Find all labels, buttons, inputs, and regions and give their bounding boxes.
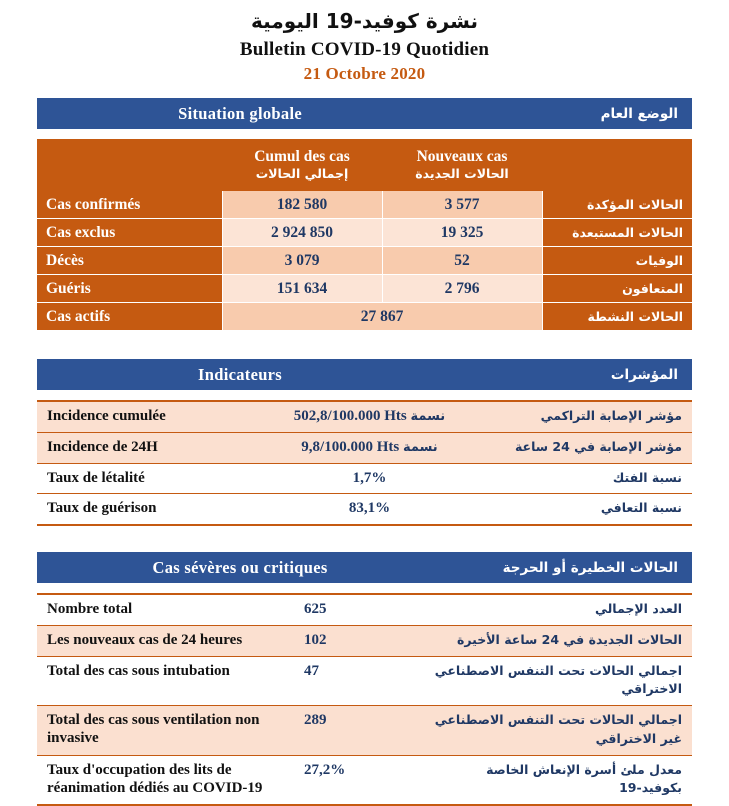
- table-row: [37, 401, 692, 432]
- header-nouveaux-fr: Nouveaux cas: [416, 147, 508, 165]
- row-value-cumul-gueris: 151 634: [222, 275, 382, 303]
- cas-severes-table: [37, 593, 692, 806]
- cas-severes-title-ar: الحالات الخطيرة أو الحرجة: [502, 559, 678, 576]
- indicator-value-taux-letalite: 1,7%: [262, 463, 477, 494]
- header-cumul-fr: Cumul des cas: [254, 147, 350, 165]
- indicator-label-ar-incidence-cumulee: مؤشر الإصابة التراكمي: [477, 401, 692, 432]
- indicator-value-taux-guerison: 83,1%: [262, 494, 477, 525]
- table-row: [37, 755, 692, 805]
- header-cell-empty-right: [542, 139, 692, 191]
- situation-globale-title-ar: الوضع العام: [600, 105, 678, 122]
- indicator-label-fr-taux-guerison: Taux de guérison: [37, 494, 262, 525]
- table-header-row: [37, 139, 692, 191]
- row-value-nouveaux-deces: 52: [382, 247, 542, 275]
- row-value-cumul-cas-exclus: 2 924 850: [222, 219, 382, 247]
- table-row: [37, 594, 692, 625]
- severe-value-nombre-total: 625: [302, 594, 422, 625]
- table-row: [37, 706, 692, 756]
- row-label-ar-cas-actifs: الحالات النشطة: [542, 303, 692, 331]
- row-value-nouveaux-cas-confirmes: 3 577: [382, 191, 542, 219]
- indicator-label-ar-taux-guerison: نسبة التعافي: [477, 494, 692, 525]
- severe-value-nouveaux-24h: 102: [302, 625, 422, 656]
- row-value-cas-actifs: 27 867: [222, 303, 542, 331]
- table-row: [37, 656, 692, 706]
- indicator-label-fr-incidence-24h: Incidence de 24H: [37, 432, 262, 463]
- header-nouveaux-ar: الحالات الجديدة: [415, 166, 509, 182]
- table-row: [37, 625, 692, 656]
- header-cell-empty-left: [37, 139, 222, 191]
- header-cumul-ar: إجمالي الحالات: [255, 166, 349, 182]
- indicateurs-title-fr: Indicateurs: [198, 364, 283, 384]
- table-row: [37, 432, 692, 463]
- row-label-fr-cas-confirmes: Cas confirmés: [37, 191, 222, 219]
- table-row: [37, 494, 692, 525]
- section-cas-severes: [37, 552, 692, 806]
- section-situation-globale: [37, 98, 692, 331]
- indicator-value-number-incidence-24h: 9,8/100.000 Hts: [301, 438, 400, 455]
- indicateurs-title-ar: المؤشرات: [610, 366, 678, 383]
- page-title-arabic: نشرة كوفيد-19 اليومية: [251, 9, 478, 33]
- row-value-nouveaux-cas-exclus: 19 325: [382, 219, 542, 247]
- row-label-ar-cas-exclus: الحالات المستبعدة: [542, 219, 692, 247]
- row-label-fr-deces: Décès: [37, 247, 222, 275]
- severe-label-fr-nombre-total: Nombre total: [37, 594, 302, 625]
- indicator-label-ar-incidence-24h: مؤشر الإصابة في 24 ساعة: [477, 432, 692, 463]
- table-row: [37, 191, 692, 219]
- row-label-fr-gueris: Guéris: [37, 275, 222, 303]
- indicator-value-unit-ar-incidence-cumulee: نسمة: [410, 409, 446, 424]
- bulletin-date: 21 Octobre 2020: [303, 64, 426, 83]
- severe-label-ar-taux-occupation: معدل ملئ أسرة الإنعاش الخاصة بكوفيد-19: [422, 755, 692, 805]
- severe-value-ventilation-non-invasive: 289: [302, 706, 422, 756]
- header-cell-cumul: [222, 139, 382, 191]
- severe-label-ar-intubation: اجمالي الحالات تحت التنفس الاصطناعي الاختراقي: [422, 656, 692, 706]
- indicator-value-unit-ar-incidence-24h: نسمة: [402, 439, 438, 455]
- cas-severes-band: [37, 552, 692, 583]
- row-label-ar-cas-confirmes: الحالات المؤكدة: [542, 191, 692, 219]
- severe-value-intubation: 47: [302, 656, 422, 706]
- severe-label-fr-ventilation-non-invasive: Total des cas sous ventilation non invasive: [37, 706, 302, 756]
- table-row: [37, 463, 692, 494]
- row-value-cumul-deces: 3 079: [222, 247, 382, 275]
- situation-globale-table: [37, 139, 692, 331]
- table-row: [37, 303, 692, 331]
- situation-globale-band: [37, 98, 692, 129]
- row-label-ar-deces: الوفيات: [542, 247, 692, 275]
- indicator-value-incidence-24h: [262, 432, 477, 463]
- situation-globale-title-fr: Situation globale: [178, 103, 302, 123]
- indicator-label-ar-taux-letalite: نسبة الفتك: [477, 463, 692, 494]
- severe-value-taux-occupation: 27,2%: [302, 755, 422, 805]
- severe-label-fr-nouveaux-24h: Les nouveaux cas de 24 heures: [37, 625, 302, 656]
- severe-label-ar-nouveaux-24h: الحالات الجديدة في 24 ساعة الأخيرة: [422, 625, 692, 656]
- table-row: [37, 247, 692, 275]
- severe-label-fr-intubation: Total des cas sous intubation: [37, 656, 302, 706]
- severe-label-fr-taux-occupation: Taux d'occupation des lits de réanimation dédiés au COVID-19: [37, 755, 302, 805]
- row-label-fr-cas-exclus: Cas exclus: [37, 219, 222, 247]
- table-row: [37, 219, 692, 247]
- row-value-cumul-cas-confirmes: 182 580: [222, 191, 382, 219]
- row-label-ar-gueris: المتعافون: [542, 275, 692, 303]
- indicator-label-fr-incidence-cumulee: Incidence cumulée: [37, 401, 262, 432]
- row-value-nouveaux-gueris: 2 796: [382, 275, 542, 303]
- row-label-fr-cas-actifs: Cas actifs: [37, 303, 222, 331]
- indicator-value-incidence-cumulee: [262, 401, 477, 432]
- severe-label-ar-ventilation-non-invasive: اجمالي الحالات تحت التنفس الاصطناعي غير الاختراقي: [422, 706, 692, 756]
- header-cell-nouveaux: [382, 139, 542, 191]
- section-indicateurs: [37, 359, 692, 526]
- page-title-french: Bulletin COVID-19 Quotidien: [239, 39, 490, 60]
- document-header: [0, 0, 729, 84]
- severe-label-ar-nombre-total: العدد الإجمالي: [422, 594, 692, 625]
- indicateurs-band: [37, 359, 692, 390]
- table-row: [37, 275, 692, 303]
- indicateurs-table: [37, 400, 692, 526]
- indicator-value-number-incidence-cumulee: 502,8/100.000 Hts: [293, 408, 407, 424]
- cas-severes-title-fr: Cas sévères ou critiques: [152, 557, 328, 577]
- indicator-label-fr-taux-letalite: Taux de létalité: [37, 463, 262, 494]
